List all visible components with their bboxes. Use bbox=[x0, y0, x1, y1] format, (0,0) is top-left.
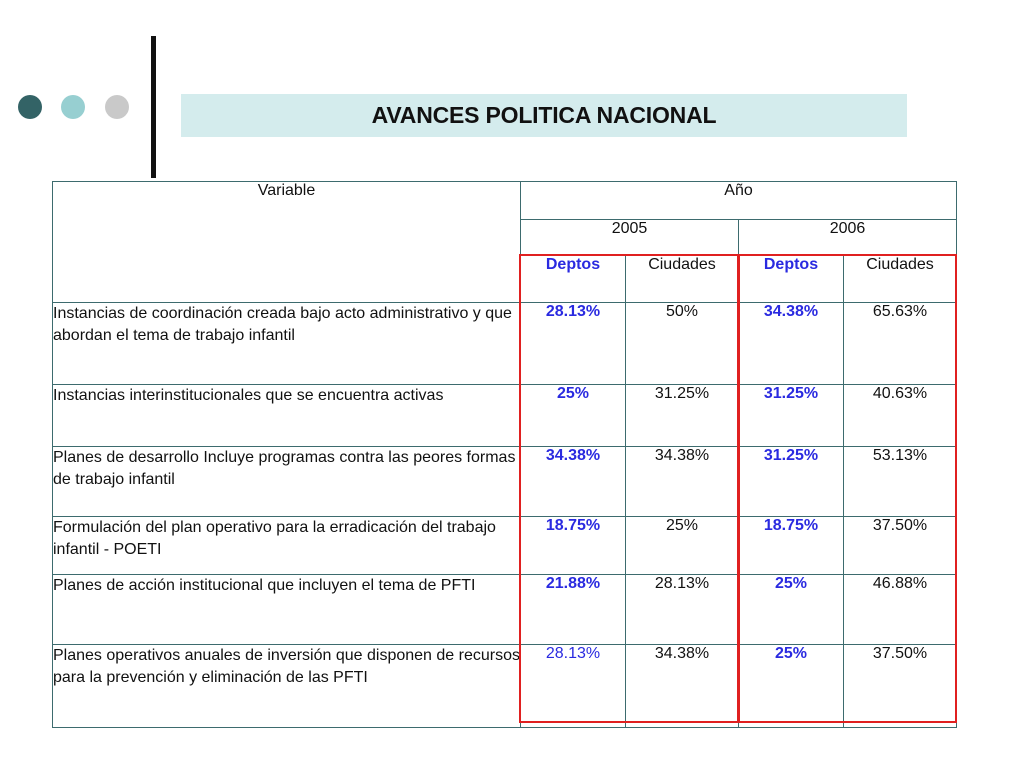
ciudades-2005-value: 34.38% bbox=[626, 645, 739, 728]
deptos-2006-header: Deptos bbox=[739, 256, 844, 303]
ciudades-2005-value: 28.13% bbox=[626, 575, 739, 645]
table-row bbox=[53, 447, 957, 517]
year-2005-header: 2005 bbox=[521, 220, 739, 256]
table-row bbox=[53, 517, 957, 575]
deptos-2006-value: 25% bbox=[739, 645, 844, 728]
title-banner bbox=[181, 94, 907, 137]
table-row bbox=[53, 645, 957, 728]
deptos-2005-value: 28.13% bbox=[521, 645, 626, 728]
deptos-2006-value: 18.75% bbox=[739, 517, 844, 575]
ciudades-2006-value: 46.88% bbox=[844, 575, 957, 645]
deptos-2005-header: Deptos bbox=[521, 256, 626, 303]
ciudades-2006-header: Ciudades bbox=[844, 256, 957, 303]
ciudades-2006-value: 37.50% bbox=[844, 645, 957, 728]
row-label: Planes de desarrollo Incluye programas contra las peores formas de trabajo infantil bbox=[53, 447, 521, 517]
decorative-vertical-line bbox=[151, 36, 156, 178]
year-2006-header: 2006 bbox=[739, 220, 957, 256]
ciudades-2006-value: 37.50% bbox=[844, 517, 957, 575]
row-label: Planes operativos anuales de inversión que disponen de recursos para la prevención y eliminación de las PFTI bbox=[53, 645, 521, 728]
table-row bbox=[53, 303, 957, 385]
header-row-year bbox=[53, 182, 957, 220]
ciudades-2006-value: 40.63% bbox=[844, 385, 957, 447]
table-row bbox=[53, 385, 957, 447]
variable-header: Variable bbox=[53, 182, 521, 303]
deptos-2006-value: 25% bbox=[739, 575, 844, 645]
deptos-2005-value: 34.38% bbox=[521, 447, 626, 517]
decorative-dot-dark bbox=[18, 95, 42, 119]
row-label: Formulación del plan operativo para la erradicación del trabajo infantil - POETI bbox=[53, 517, 521, 575]
deptos-2005-value: 18.75% bbox=[521, 517, 626, 575]
ciudades-2006-value: 65.63% bbox=[844, 303, 957, 385]
ciudades-2005-value: 31.25% bbox=[626, 385, 739, 447]
decorative-dot-gray bbox=[105, 95, 129, 119]
row-label: Instancias interinstitucionales que se encuentra activas bbox=[53, 385, 521, 447]
policy-progress-table bbox=[52, 181, 957, 728]
row-label: Planes de acción institucional que incluyen el tema de PFTI bbox=[53, 575, 521, 645]
ciudades-2005-value: 25% bbox=[626, 517, 739, 575]
ciudades-2006-value: 53.13% bbox=[844, 447, 957, 517]
deptos-2006-value: 34.38% bbox=[739, 303, 844, 385]
deptos-2005-value: 21.88% bbox=[521, 575, 626, 645]
year-header: Año bbox=[521, 182, 957, 220]
deptos-2006-value: 31.25% bbox=[739, 447, 844, 517]
ciudades-2005-value: 34.38% bbox=[626, 447, 739, 517]
page-title: AVANCES POLITICA NACIONAL bbox=[371, 102, 717, 128]
deptos-2005-value: 28.13% bbox=[521, 303, 626, 385]
deptos-2006-value: 31.25% bbox=[739, 385, 844, 447]
decorative-dot-light bbox=[61, 95, 85, 119]
table-row bbox=[53, 575, 957, 645]
ciudades-2005-header: Ciudades bbox=[626, 256, 739, 303]
row-label: Instancias de coordinación creada bajo acto administrativo y que abordan el tema de trabajo infantil bbox=[53, 303, 521, 385]
ciudades-2005-value: 50% bbox=[626, 303, 739, 385]
deptos-2005-value: 25% bbox=[521, 385, 626, 447]
